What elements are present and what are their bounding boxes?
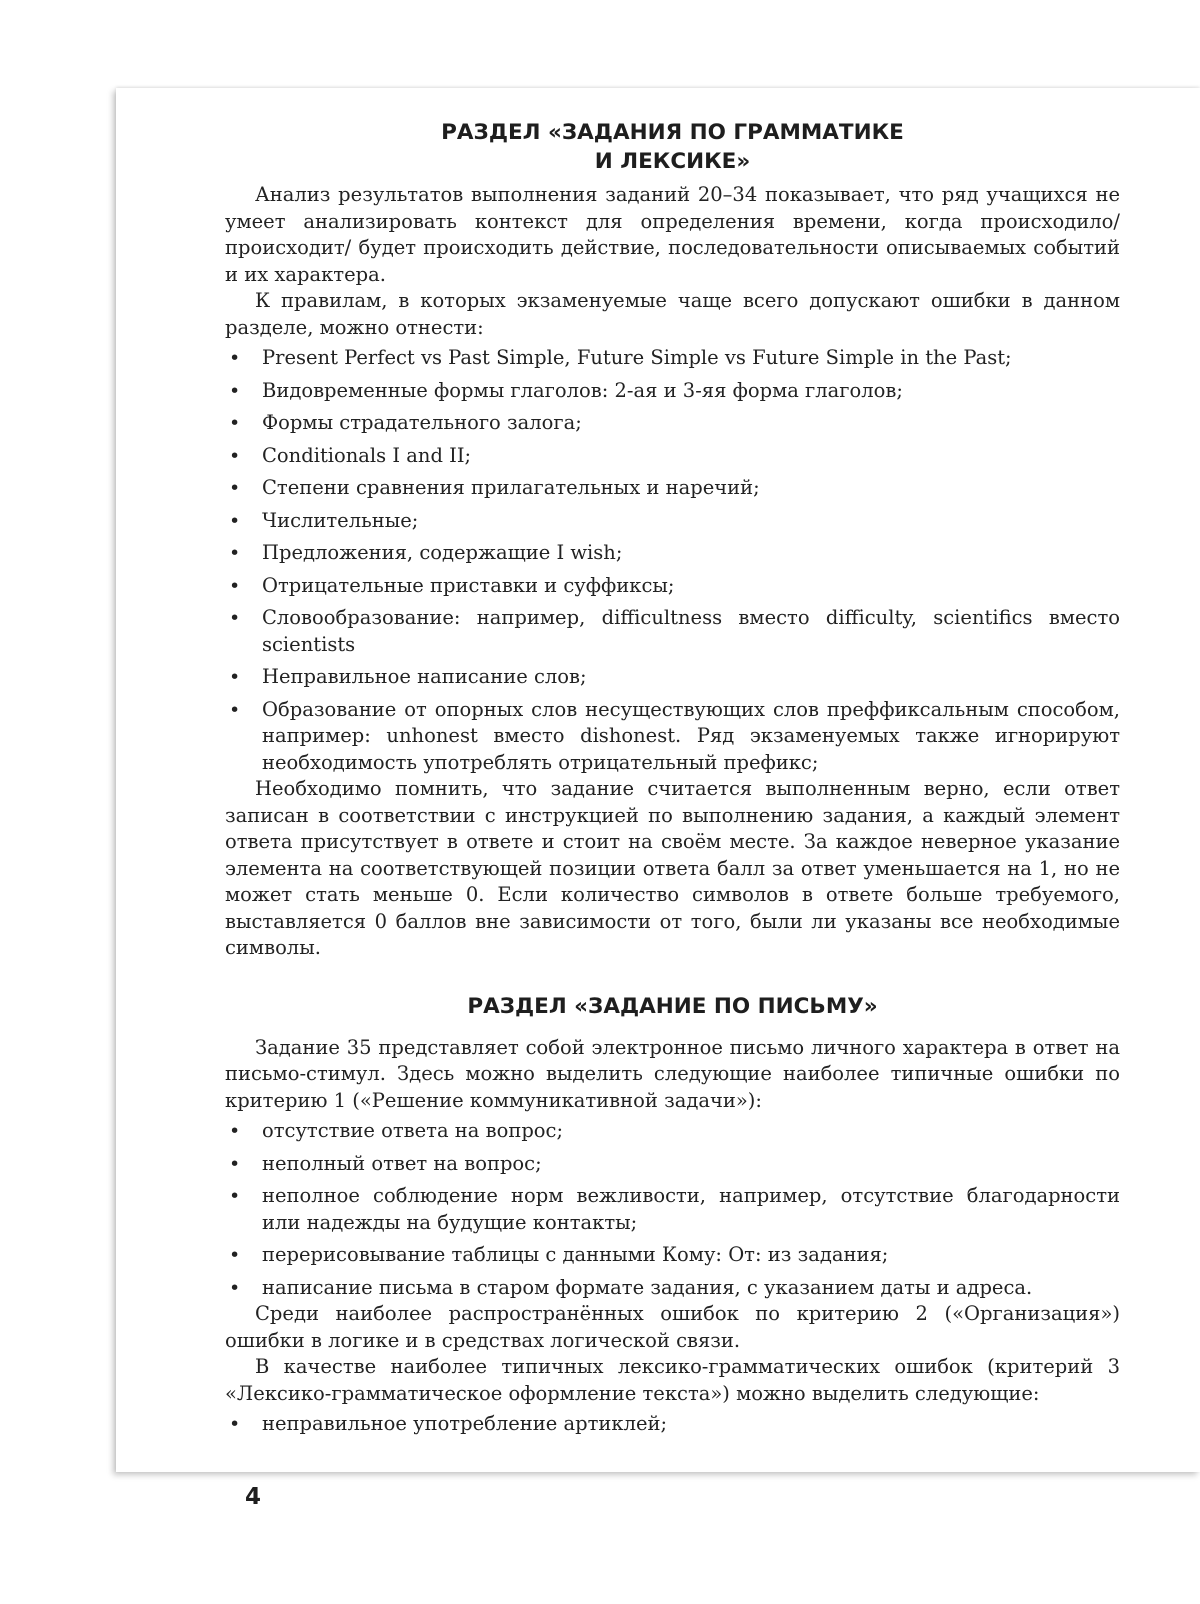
bullet-icon: •	[229, 1413, 241, 1435]
list-item	[225, 1118, 1120, 1145]
document-page	[116, 88, 1200, 1472]
bullet-icon: •	[229, 1276, 241, 1299]
list-item	[225, 605, 1120, 658]
bullet-icon: •	[229, 607, 241, 629]
bullet-icon: •	[229, 412, 241, 434]
list-item	[225, 573, 1120, 600]
list-item	[225, 664, 1120, 691]
closing-paragraph: Необходимо помнить, что задание считается выполненным верно, если ответ записан в соответствии с инструкцией по выполнению задания, а каждый элемент ответа присутствует в ответе и стоит на своём месте. За каждое неверное указание элемента на соответствующей позиции ответа балл за ответ уменьшается на 1, но не может стать меньше 0. Если количество символов в ответе больше требуемого, выставляется 0 баллов вне зависимости от того, были ли указаны все необходимые символы.	[225, 777, 1120, 959]
bullet-icon: •	[229, 347, 241, 369]
bullet-icon: •	[229, 574, 241, 597]
list-item-text: Present Perfect vs Past Simple, Future Simple vs Future Simple in the Past;	[262, 346, 1012, 369]
bullet-icon: •	[229, 1120, 241, 1142]
criterion2-paragraph: Среди наиболее распространённых ошибок по критерию 2 («Организация») ошибки в логике и в средствах логической связи.	[225, 1302, 1120, 1352]
bullet-icon: •	[229, 1244, 241, 1266]
list-item-text: отсутствие ответа на вопрос;	[262, 1119, 564, 1142]
list-item-text: Формы страдательного залога;	[262, 411, 582, 434]
bullet-icon: •	[229, 698, 241, 721]
section-heading-grammar-vocabulary	[225, 118, 1120, 176]
list-item-text: неполное соблюдение норм вежливости, например, отсутствие благодарности или надежды на будущие контакты;	[262, 1184, 1120, 1234]
list-item	[225, 1151, 1120, 1178]
list-item	[225, 410, 1120, 437]
bullet-icon: •	[229, 509, 241, 532]
list-item-text: Видовременные формы глаголов: 2-ая и 3-яя форма глаголов;	[262, 378, 903, 402]
bullet-icon: •	[229, 1185, 241, 1207]
list-item	[225, 697, 1120, 777]
list-item	[225, 508, 1120, 535]
list-item	[225, 1242, 1120, 1269]
list-item-text: Образование от опорных слов несуществующих слов преффиксальным способом, например: unhonest вместо dishonest. Ряд экзаменуемых также игнорируют необходимость употреблять отрицательный префикс;	[262, 697, 1120, 774]
list-item	[225, 443, 1120, 470]
bullet-icon: •	[229, 477, 241, 499]
section-heading-writing: РАЗДЕЛ «ЗАДАНИЕ ПО ПИСЬМУ»	[467, 993, 878, 1019]
list-item-text: Conditionals I and II;	[262, 443, 472, 467]
list-item	[225, 345, 1120, 372]
bullet-icon: •	[229, 1152, 241, 1175]
bullet-icon: •	[229, 542, 241, 564]
grammar-errors-list	[225, 345, 1120, 776]
page-content	[225, 118, 1120, 1438]
list-item-text: написание письма в старом формате задания, с указанием даты и адреса.	[262, 1275, 1033, 1299]
list-item	[225, 1275, 1120, 1302]
list-item-text: Числительные;	[262, 508, 419, 532]
list-item	[225, 378, 1120, 405]
writing-errors-list	[225, 1118, 1120, 1301]
list-item-text: Отрицательные приставки и суффиксы;	[262, 573, 675, 597]
heading-line-2: И ЛЕКСИКЕ»	[594, 149, 751, 174]
list-item	[225, 540, 1120, 567]
list-item	[225, 1411, 1120, 1438]
list-item-text: Степени сравнения прилагательных и наречий;	[262, 476, 760, 499]
list-item-text: Предложения, содержащие I wish;	[262, 541, 623, 564]
list-item-text: перерисовывание таблицы с данными Кому: От: из задания;	[262, 1243, 889, 1266]
list-item-text: Словообразование: например, difficultness вместо difficulty, scientifics вместо scientists	[262, 606, 1120, 656]
intro-paragraph: Анализ результатов выполнения заданий 20–34 показывает, что ряд учащихся не умеет анализировать контекст для определения времени, когда происходило/ происходит/ будет происходить действие, последовательности описываемых событий и их характера.	[225, 183, 1120, 286]
list-item-text: неполный ответ на вопрос;	[262, 1151, 542, 1175]
page-number: 4	[245, 1484, 262, 1510]
list-item	[225, 1183, 1120, 1236]
list-item-text: неправильное употребление артиклей;	[262, 1412, 668, 1435]
bullet-icon: •	[229, 666, 241, 688]
heading-line-1: РАЗДЕЛ «ЗАДАНИЯ ПО ГРАММАТИКЕ	[441, 120, 904, 145]
lexico-grammar-errors-list	[225, 1411, 1120, 1438]
criterion3-paragraph: В качестве наиболее типичных лексико-грамматических ошибок (критерий 3 «Лексико-грамматическое оформление текста») можно выделить следующие:	[225, 1355, 1120, 1405]
bullet-icon: •	[229, 379, 241, 402]
bullet-icon: •	[229, 444, 241, 467]
rules-paragraph: К правилам, в которых экзаменуемые чаще всего допускают ошибки в данном разделе, можно отнести:	[225, 289, 1120, 339]
list-item-text: Неправильное написание слов;	[262, 665, 587, 688]
writing-intro-paragraph: Задание 35 представляет собой электронное письмо личного характера в ответ на письмо-стимул. Здесь можно выделить следующие наиболее типичные ошибки по критерию 1 («Решение коммуникативной задачи»):	[225, 1035, 1120, 1112]
list-item	[225, 475, 1120, 502]
